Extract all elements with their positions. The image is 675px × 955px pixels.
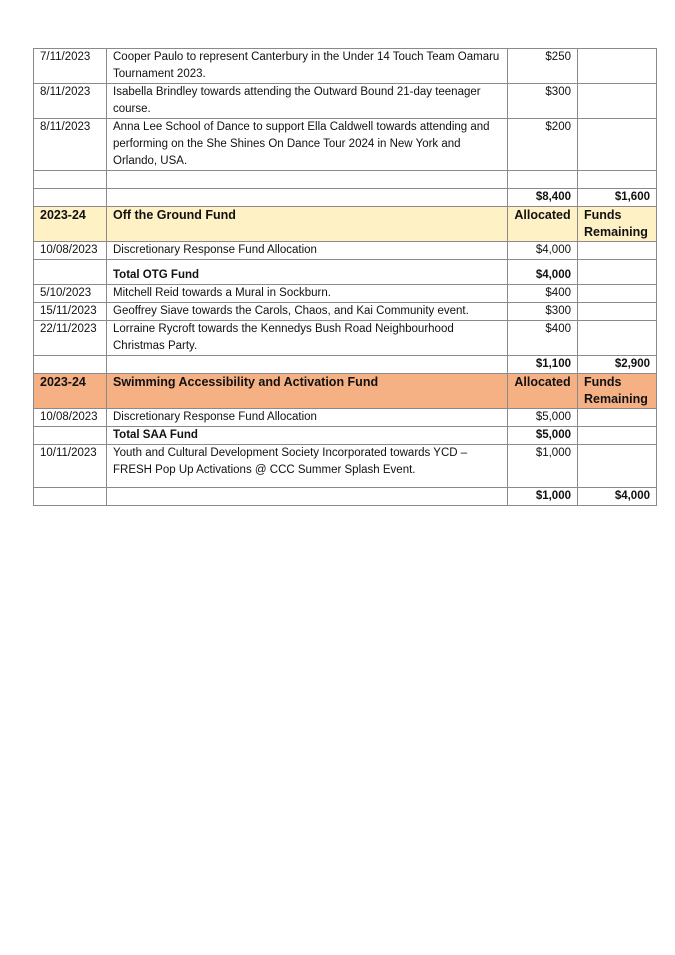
- remaining-cell: [578, 285, 657, 303]
- table-row: [34, 119, 657, 171]
- empty-cell: [107, 189, 508, 207]
- table-row: [34, 445, 657, 488]
- remaining-cell: [578, 242, 657, 260]
- total-spent-cell: $1,100: [508, 356, 578, 374]
- fund-header-row: [34, 207, 657, 242]
- table-row: [34, 84, 657, 119]
- remaining-cell: [578, 119, 657, 171]
- date-cell: 22/11/2023: [34, 321, 107, 356]
- fund-name: Off the Ground Fund: [107, 207, 508, 242]
- remaining-cell: [578, 321, 657, 356]
- empty-cell: [34, 427, 107, 445]
- description-cell: Youth and Cultural Development Society Incorporated towards YCD – FRESH Pop Up Activations @ CCC Summer Splash Event.: [107, 445, 508, 488]
- description-cell: Mitchell Reid towards a Mural in Sockburn.: [107, 285, 508, 303]
- description-cell: Geoffrey Siave towards the Carols, Chaos, and Kai Community event.: [107, 303, 508, 321]
- empty-cell: [34, 356, 107, 374]
- description-cell: Anna Lee School of Dance to support Ella Caldwell towards attending and performing on the She Shines On Dance Tour 2024 in New York and Orlando, USA.: [107, 119, 508, 171]
- funds-remaining-cell: $1,600: [578, 189, 657, 207]
- fund-total-row: [34, 260, 657, 285]
- funds-remaining-cell: $2,900: [578, 356, 657, 374]
- date-cell: 10/08/2023: [34, 409, 107, 427]
- amount-cell: $5,000: [508, 409, 578, 427]
- fund-total-row: [34, 427, 657, 445]
- description-cell: Cooper Paulo to represent Canterbury in the Under 14 Touch Team Oamaru Tournament 2023.: [107, 49, 508, 84]
- blank-row: [34, 171, 657, 189]
- date-cell: 10/11/2023: [34, 445, 107, 488]
- allocated-header: Allocated: [508, 207, 578, 242]
- date-cell: 8/11/2023: [34, 84, 107, 119]
- allocated-header: Allocated: [508, 374, 578, 409]
- table-row: [34, 303, 657, 321]
- amount-cell: $400: [508, 285, 578, 303]
- date-cell: 8/11/2023: [34, 119, 107, 171]
- remaining-cell: [578, 303, 657, 321]
- funds-remaining-header: Funds Remaining: [578, 207, 657, 242]
- remaining-cell: [578, 84, 657, 119]
- description-cell: Lorraine Rycroft towards the Kennedys Bush Road Neighbourhood Christmas Party.: [107, 321, 508, 356]
- empty-cell: [107, 171, 508, 189]
- total-row: [34, 189, 657, 207]
- total-spent-cell: $8,400: [508, 189, 578, 207]
- table-row: [34, 409, 657, 427]
- date-cell: 10/08/2023: [34, 242, 107, 260]
- fund-header-row: [34, 374, 657, 409]
- amount-cell: $4,000: [508, 242, 578, 260]
- description-cell: Discretionary Response Fund Allocation: [107, 242, 508, 260]
- total-spent-cell: $1,000: [508, 488, 578, 506]
- amount-cell: $250: [508, 49, 578, 84]
- empty-cell: [578, 427, 657, 445]
- fund-allocation-table: [33, 48, 657, 506]
- fund-total-amount: $4,000: [508, 260, 578, 285]
- table-row: [34, 321, 657, 356]
- fund-total-amount: $5,000: [508, 427, 578, 445]
- amount-cell: $200: [508, 119, 578, 171]
- table-row: [34, 285, 657, 303]
- date-cell: 5/10/2023: [34, 285, 107, 303]
- empty-cell: [34, 260, 107, 285]
- total-row: [34, 488, 657, 506]
- remaining-cell: [578, 409, 657, 427]
- empty-cell: [107, 356, 508, 374]
- description-cell: Isabella Brindley towards attending the Outward Bound 21-day teenager course.: [107, 84, 508, 119]
- fund-year: 2023-24: [34, 207, 107, 242]
- empty-cell: [34, 171, 107, 189]
- amount-cell: $1,000: [508, 445, 578, 488]
- fund-total-label: Total SAA Fund: [107, 427, 508, 445]
- empty-cell: [578, 260, 657, 285]
- amount-cell: $300: [508, 84, 578, 119]
- date-cell: 7/11/2023: [34, 49, 107, 84]
- amount-cell: $400: [508, 321, 578, 356]
- empty-cell: [34, 488, 107, 506]
- funds-remaining-cell: $4,000: [578, 488, 657, 506]
- table-row: [34, 242, 657, 260]
- fund-name: Swimming Accessibility and Activation Fund: [107, 374, 508, 409]
- funds-remaining-header: Funds Remaining: [578, 374, 657, 409]
- fund-year: 2023-24: [34, 374, 107, 409]
- amount-cell: $300: [508, 303, 578, 321]
- empty-cell: [578, 171, 657, 189]
- fund-allocation-table-body: [34, 49, 657, 506]
- empty-cell: [107, 488, 508, 506]
- remaining-cell: [578, 49, 657, 84]
- description-cell: Discretionary Response Fund Allocation: [107, 409, 508, 427]
- empty-cell: [508, 171, 578, 189]
- empty-cell: [34, 189, 107, 207]
- fund-total-label: Total OTG Fund: [107, 260, 508, 285]
- table-row: [34, 49, 657, 84]
- date-cell: 15/11/2023: [34, 303, 107, 321]
- remaining-cell: [578, 445, 657, 488]
- total-row: [34, 356, 657, 374]
